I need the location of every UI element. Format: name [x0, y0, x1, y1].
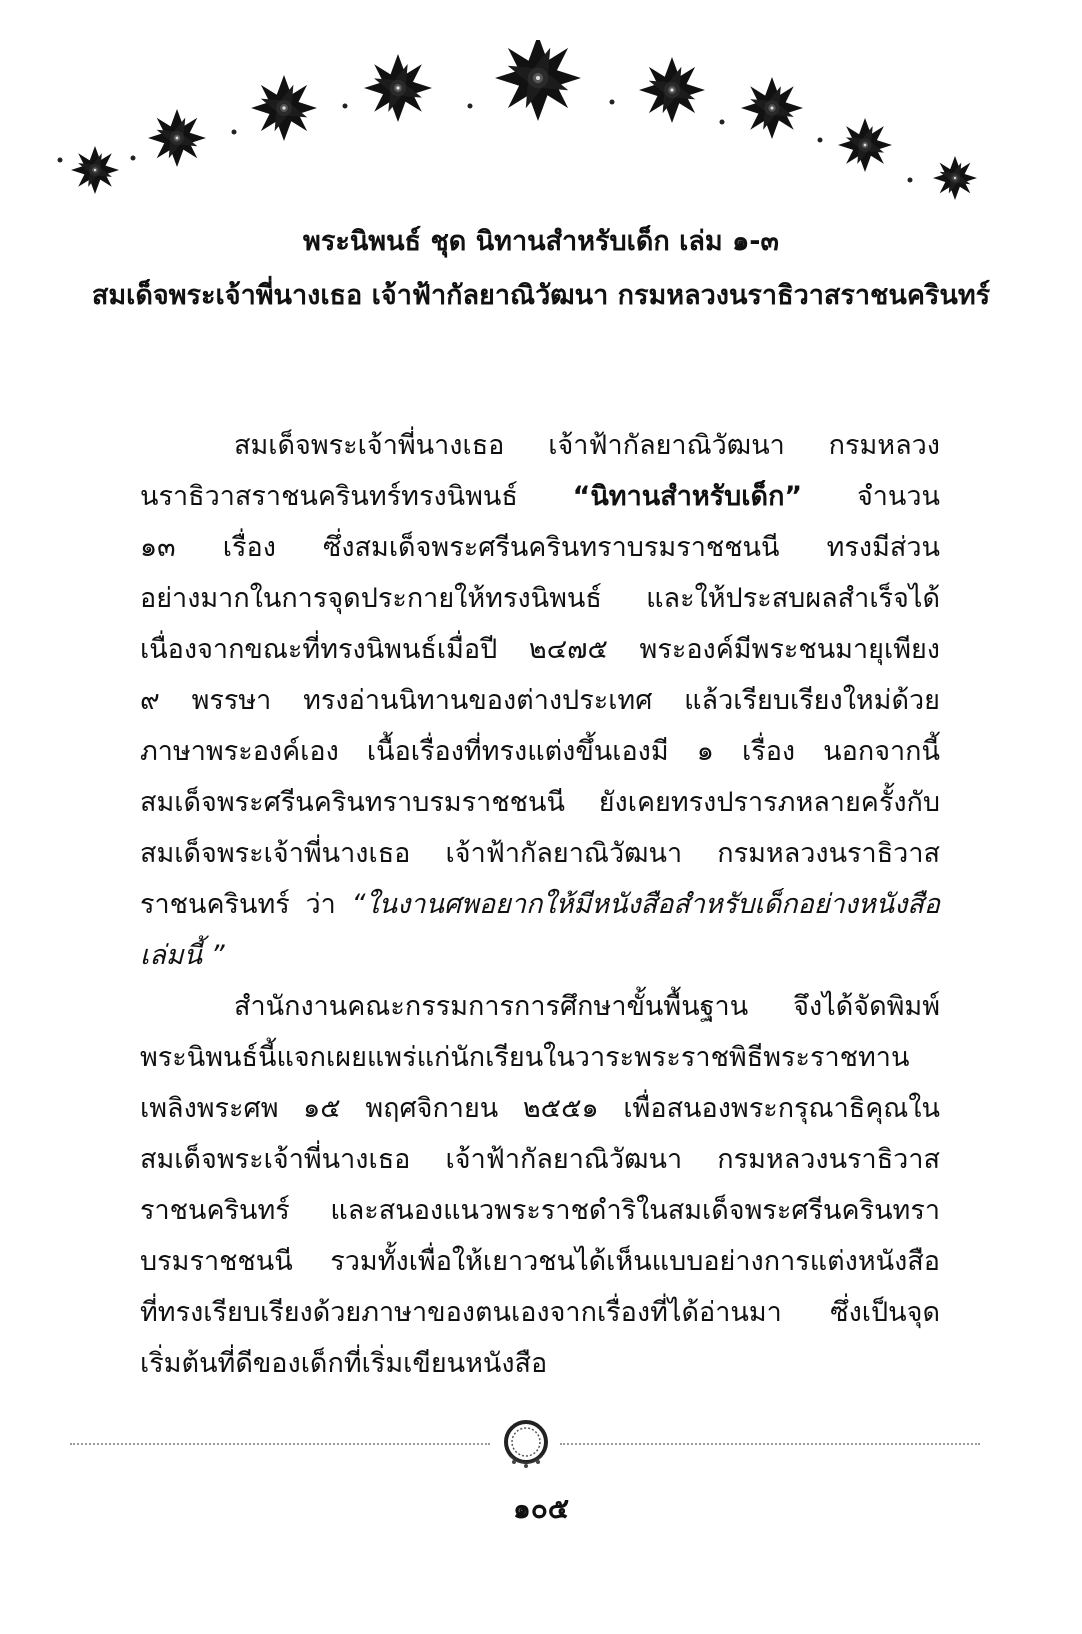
- text-segment: จำนวน: [856, 481, 940, 512]
- dot-ornament-icon: [818, 138, 823, 143]
- dot-ornament-icon: [232, 130, 237, 135]
- dot-ornament-icon: [720, 120, 725, 125]
- flower-icon: [364, 54, 432, 122]
- text-line: ๙ พรรษา ทรงอ่านนิทานของต่างประเทศ แล้วเรียบเรียงใหม่ด้วย: [140, 685, 940, 716]
- text-line: สมเด็จพระเจ้าพี่นางเธอ เจ้าฟ้ากัลยาณิวัฒนา กรมหลวงนราธิวาส: [140, 1144, 940, 1175]
- flower-icon: [838, 118, 892, 172]
- text-line: ๑๓ เรื่อง ซึ่งสมเด็จพระศรีนครินทราบรมราชชนนี ทรงมีส่วน: [140, 532, 940, 563]
- text-segment: นราธิวาสราชนครินทร์ทรงนิพนธ์: [140, 481, 518, 512]
- dot-ornament-icon: [908, 178, 913, 183]
- text-line: เนื่องจากขณะที่ทรงนิพนธ์เมื่อปี ๒๔๗๕ พระองค์มีพระชนมายุเพียง: [140, 634, 940, 665]
- text-line: ราชนครินทร์ และสนองแนวพระราชดำริในสมเด็จพระศรีนครินทรา: [140, 1195, 940, 1226]
- text-line: สมเด็จพระศรีนครินทราบรมราชชนนี ยังเคยทรงปรารภหลายครั้งกับ: [140, 787, 940, 818]
- flower-icon: [741, 77, 803, 139]
- paragraph: [140, 420, 940, 981]
- text-line: เพลิงพระศพ ๑๕ พฤศจิกายน ๒๕๕๑ เพื่อสนองพระกรุณาธิคุณใน: [140, 1093, 940, 1124]
- text-line: [140, 471, 940, 522]
- footer-divider-left: [70, 1443, 490, 1445]
- flower-icon: [933, 156, 977, 200]
- document-subtitle: สมเด็จพระเจ้าพี่นางเธอ เจ้าฟ้ากัลยาณิวัฒนา กรมหลวงนราธิวาสราชนครินทร์: [91, 280, 991, 311]
- quote-text: เล่มนี้ ”: [140, 940, 225, 971]
- page-number: ๑๐๕: [512, 1492, 570, 1525]
- document-title: พระนิพนธ์ ชุด นิทานสำหรับเด็ก เล่ม ๑-๓: [303, 226, 779, 257]
- flower-icon: [251, 75, 317, 141]
- text-line: สำนักงานคณะกรรมการการศึกษาขั้นพื้นฐาน จึงได้จัดพิมพ์: [234, 991, 940, 1022]
- dot-ornament-icon: [58, 158, 63, 163]
- paragraph: [140, 981, 940, 1389]
- text-line: [140, 930, 940, 981]
- dot-ornament-icon: [343, 104, 348, 109]
- circular-ornament-icon: [492, 1410, 560, 1478]
- flower-icon: [148, 109, 206, 167]
- flower-garland: [0, 40, 1082, 240]
- quote-text: “ในงานศพอยากให้มีหนังสือสำหรับเด็กอย่างหนังสือ: [351, 889, 940, 920]
- emphasis-title: “นิทานสำหรับเด็ก”: [572, 481, 803, 512]
- flower-icon: [639, 57, 705, 123]
- flower-icon: [71, 146, 119, 194]
- text-line: [140, 879, 940, 930]
- body-text: [140, 420, 940, 1389]
- text-line: ที่ทรงเรียบเรียงด้วยภาษาของตนเองจากเรื่องที่ได้อ่านมา ซึ่งเป็นจุด: [140, 1297, 940, 1328]
- text-line: อย่างมากในการจุดประกายให้ทรงนิพนธ์ และให้ประสบผลสำเร็จได้: [140, 583, 940, 614]
- footer-divider-right: [560, 1443, 980, 1445]
- text-line: สมเด็จพระเจ้าพี่นางเธอ เจ้าฟ้ากัลยาณิวัฒนา กรมหลวงนราธิวาส: [140, 838, 940, 869]
- dot-ornament-icon: [468, 104, 473, 109]
- flower-icon: [495, 40, 581, 121]
- dot-ornament-icon: [131, 156, 136, 161]
- text-segment: ราชนครินทร์ ว่า: [140, 889, 336, 920]
- text-line: บรมราชชนนี รวมทั้งเพื่อให้เยาวชนได้เห็นแบบอย่างการแต่งหนังสือ: [140, 1246, 940, 1277]
- text-line: ภาษาพระองค์เอง เนื้อเรื่องที่ทรงแต่งขึ้นเองมี ๑ เรื่อง นอกจากนี้: [140, 736, 940, 767]
- text-line: เริ่มต้นที่ดีของเด็กที่เริ่มเขียนหนังสือ: [140, 1348, 548, 1379]
- text-line: พระนิพนธ์นี้แจกเผยแพร่แก่นักเรียนในวาระพระราชพิธีพระราชทาน: [140, 1042, 910, 1073]
- text-line: สมเด็จพระเจ้าพี่นางเธอ เจ้าฟ้ากัลยาณิวัฒนา กรมหลวง: [234, 430, 940, 461]
- dot-ornament-icon: [610, 100, 615, 105]
